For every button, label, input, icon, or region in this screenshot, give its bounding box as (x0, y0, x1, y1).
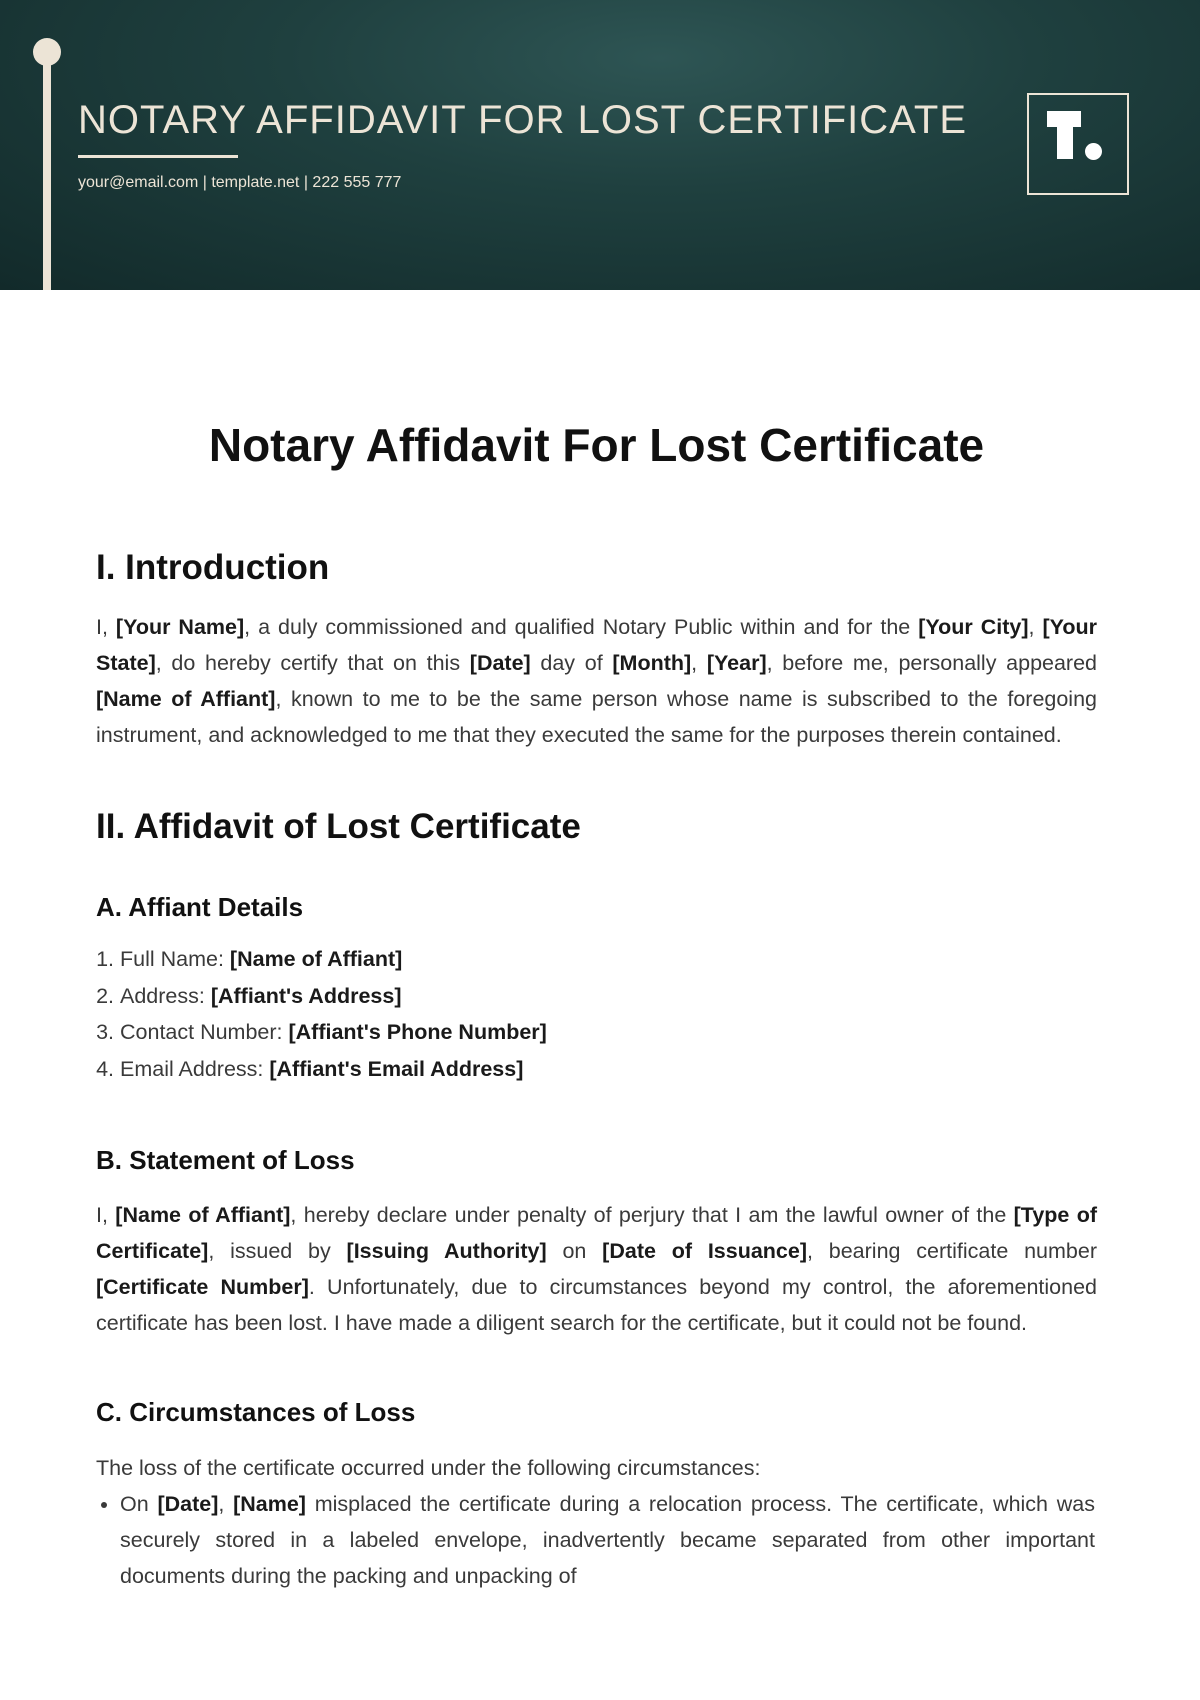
list-item: 4. Email Address: [Affiant's Email Address] (120, 1051, 1097, 1088)
document-header (0, 0, 1200, 290)
circumstances-intro: The loss of the certificate occurred under the following circumstances: (96, 1455, 761, 1480)
header-title-rule (78, 155, 238, 158)
introduction-paragraph: I, [Your Name], a duly commissioned and qualified Notary Public within and for the [Your City], [Your State], do hereby certify that on this [Date] day of [Month], [Year], before me, personally appeared [Name of Affiant], known to me to be the same person whose name is subscribed to the foregoing instrument, and acknowledged to me that they executed the same for the purposes therein contained. (96, 615, 1098, 748)
list-item: 1. Full Name: [Name of Affiant] (120, 941, 1097, 978)
subheading-affiant-details: A. Affiant Details (96, 892, 304, 923)
template-logo-icon (1027, 93, 1129, 195)
header-title: NOTARY AFFIDAVIT FOR LOST CERTIFICATE (78, 98, 967, 142)
section-heading-affidavit: II. Affidavit of Lost Certificate (96, 807, 581, 847)
statement-of-loss-paragraph: I, [Name of Affiant], hereby declare under penalty of perjury that I am the lawful owner of the [Type of Certificate], issued by [Issuing Authority] on [Date of Issuance], bearing certificate number [Certificate Number]. Unfortunately, due to circumstances beyond my control, the aforementioned certificate has been lost. I have made a diligent search for the certificate, but it could not be found. (96, 1202, 1098, 1335)
page-title: Notary Affidavit For Lost Certificate (208, 419, 985, 471)
affiant-details-list (96, 941, 1097, 1087)
logo-dot (1085, 143, 1102, 160)
section-heading-introduction: I. Introduction (96, 548, 330, 588)
subheading-circumstances-of-loss: C. Circumstances of Loss (96, 1396, 416, 1427)
list-item: 2. Address: [Affiant's Address] (120, 978, 1097, 1015)
circumstances-list (96, 1486, 1095, 1594)
pin-head-decoration (33, 38, 61, 66)
header-contact: your@email.com | template.net | 222 555 777 (78, 174, 402, 191)
pin-line-decoration (43, 52, 51, 290)
document-body (96, 290, 1097, 1594)
list-item: • On [Date], [Name] misplaced the certificate during a relocation process. The certificate, which was securely stored in a labeled envelope, inadvertently became separated from other important documents during the packing and unpacking of (120, 1486, 1095, 1594)
logo-t-stem (1057, 111, 1073, 159)
subheading-statement-of-loss: B. Statement of Loss (96, 1145, 355, 1176)
list-item: 3. Contact Number: [Affiant's Phone Number] (120, 1014, 1097, 1051)
